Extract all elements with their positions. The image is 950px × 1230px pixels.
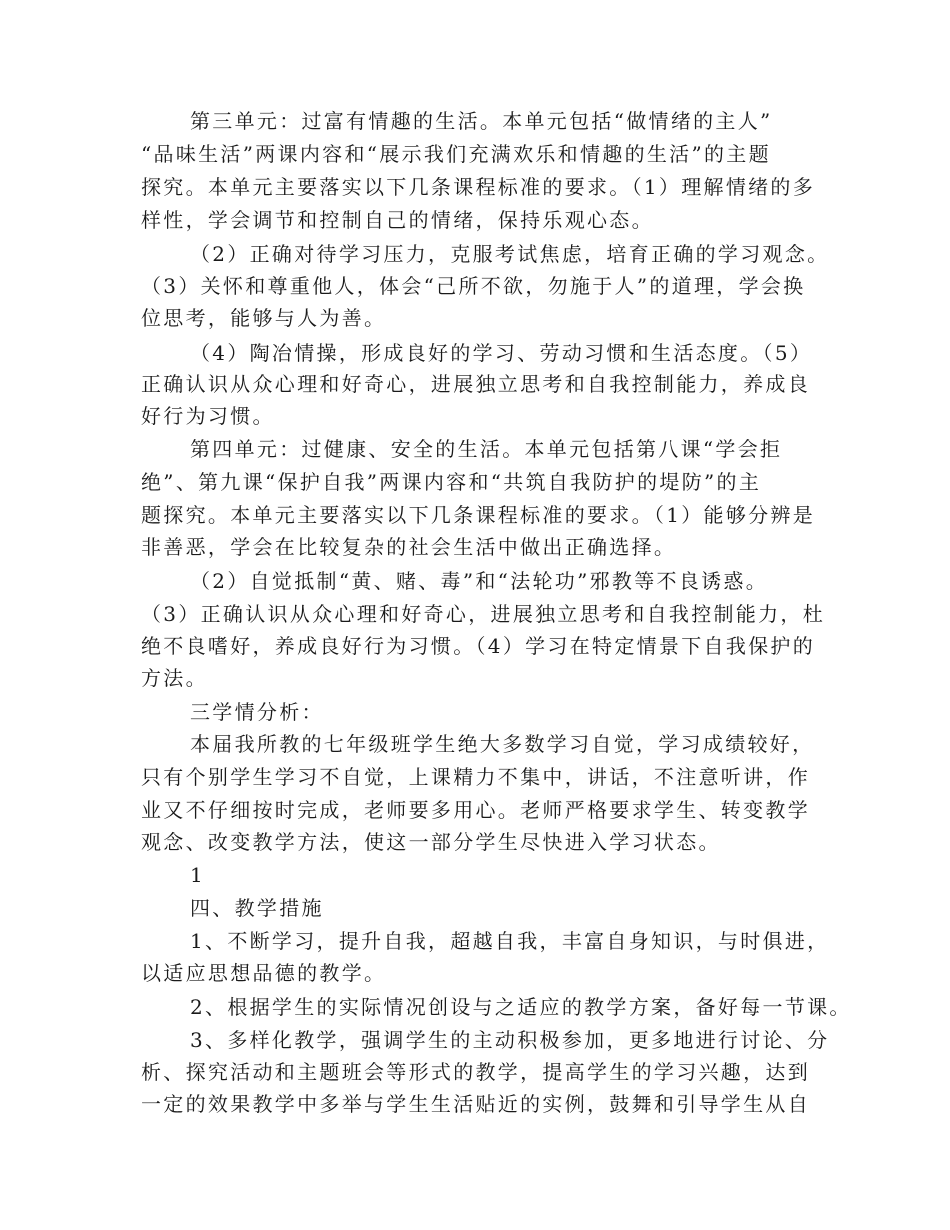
text-line: 析、探究活动和主题班会等形式的教学，提高学生的学习兴趣，达到	[141, 1060, 810, 1084]
text-line: 第四单元：过健康、安全的生活。本单元包括第八课“学会拒	[190, 437, 783, 461]
text-line: （3）关怀和尊重他人，体会“己所不欲，勿施于人”的道理，学会换	[141, 274, 806, 298]
text-line: 四、教学措施	[190, 896, 324, 920]
text-line: 只有个别学生学习不自觉，上课精力不集中，讲话，不注意听讲，作	[141, 765, 810, 789]
text-line: 三学情分析：	[190, 700, 324, 724]
text-line: 位思考，能够与人为善。	[141, 306, 387, 330]
text-line: 样性，学会调节和控制自己的情绪，保持乐观心态。	[141, 208, 654, 232]
text-line: 正确认识从众心理和好奇心，进展独立思考和自我控制能力，养成良	[141, 372, 810, 396]
text-line: 业又不仔细按时完成，老师要多用心。老师严格要求学生、转变教学	[141, 798, 810, 822]
text-line: 好行为习惯。	[141, 404, 275, 428]
text-line: 一定的效果教学中多举与学生生活贴近的实例，鼓舞和引导学生从自	[141, 1092, 810, 1116]
text-line: 本届我所教的七年级班学生绝大多数学习自觉，学习成绩较好，	[190, 732, 815, 756]
text-line: （4）陶冶情操，形成良好的学习、劳动习惯和生活态度。（5）	[190, 341, 813, 365]
text-line: 1、不断学习，提升自我，超越自我，丰富自身知识，与时俱进，	[190, 929, 830, 953]
page-number: 1	[190, 863, 206, 887]
text-line: 3、多样化教学，强调学生的主动积极参加，更多地进行讨论、分	[190, 1028, 830, 1052]
text-line: “品味生活”两课内容和“展示我们充满欢乐和情趣的生活”的主题	[141, 142, 771, 166]
text-line: 题探究。本单元主要落实以下几条课程标准的要求。（1）能够分辨是	[141, 503, 816, 527]
text-line: 绝不良嗜好，养成良好行为习惯。（4）学习在特定情景下自我保护的	[141, 634, 816, 658]
text-line: （3）正确认识从众心理和好奇心，进展独立思考和自我控制能力，杜	[141, 602, 826, 626]
text-line: 2、根据学生的实际情况创设与之适应的教学方案，备好每一节课。	[190, 995, 852, 1019]
text-line: 绝”、第九课“保护自我”两课内容和“共筑自我防护的堤防”的主	[141, 470, 762, 494]
text-line: （2）正确对待学习压力，克服考试焦虑，培育正确的学习观念。	[190, 242, 830, 266]
text-line: 以适应思想品德的教学。	[141, 961, 387, 985]
text-line: 非善恶，学会在比较复杂的社会生活中做出正确选择。	[141, 535, 677, 559]
text-line: 第三单元：过富有情趣的生活。本单元包括“做情绪的主人”	[190, 109, 773, 133]
text-line: 探究。本单元主要落实以下几条课程标准的要求。（1）理解情绪的多	[141, 175, 816, 199]
text-line: 观念、改变教学方法，使这一部分学生尽快进入学习状态。	[141, 830, 721, 854]
text-line: （2）自觉抵制“黄、赌、毒”和“法轮功”邪教等不良诱惑。	[190, 569, 769, 593]
text-line: 方法。	[141, 666, 208, 690]
